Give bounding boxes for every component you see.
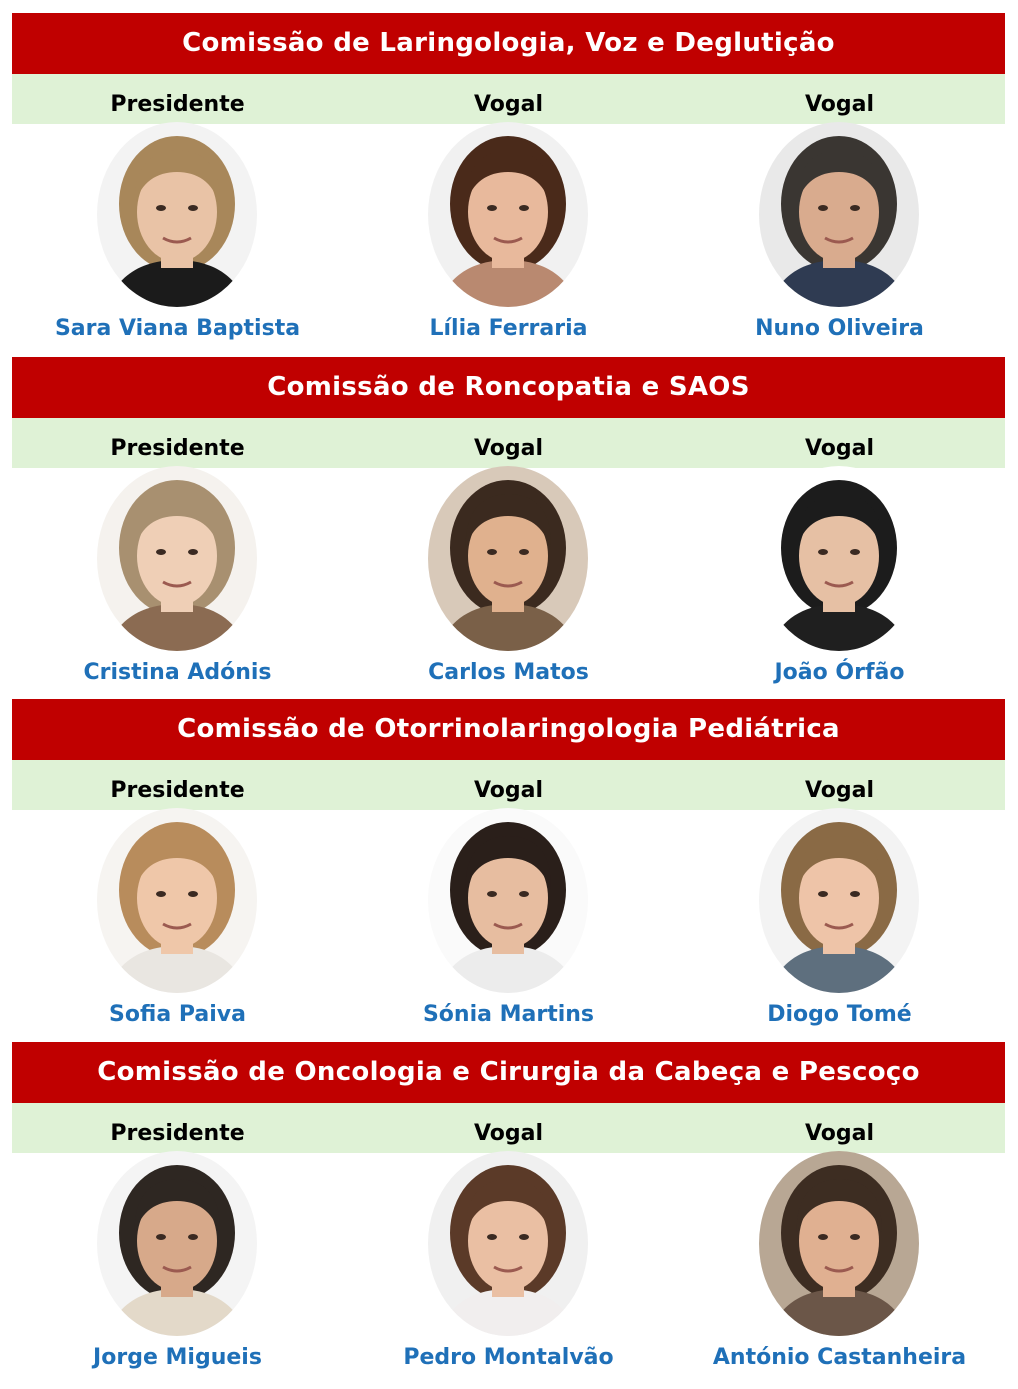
member-card xyxy=(343,778,674,1028)
member-name: António Castanheira xyxy=(712,1345,967,1370)
member-card xyxy=(343,1121,674,1371)
member-card xyxy=(674,778,1005,1028)
portrait-image xyxy=(759,466,919,651)
member-photo xyxy=(428,466,588,651)
member-photo xyxy=(97,466,257,651)
member-name: Pedro Montalvão xyxy=(403,1345,614,1370)
member-photo xyxy=(759,808,919,993)
portrait-image xyxy=(97,1151,257,1336)
member-card xyxy=(343,92,674,342)
commission-section xyxy=(12,1042,1005,1372)
member-name: Diogo Tomé xyxy=(767,1002,912,1027)
member-name: Carlos Matos xyxy=(428,660,589,685)
member-card xyxy=(674,436,1005,686)
member-role: Vogal xyxy=(804,92,875,117)
portrait-image xyxy=(759,122,919,307)
portrait-image xyxy=(428,122,588,307)
portrait-image xyxy=(97,466,257,651)
member-photo xyxy=(759,122,919,307)
member-role: Vogal xyxy=(804,778,875,803)
commission-title: Comissão de Roncopatia e SAOS xyxy=(12,357,1005,418)
member-role: Presidente xyxy=(110,92,245,117)
portrait-image xyxy=(759,1151,919,1336)
member-card xyxy=(12,436,343,686)
commission-section xyxy=(12,357,1005,687)
member-card xyxy=(343,436,674,686)
member-role: Presidente xyxy=(110,1121,245,1146)
commission-title: Comissão de Oncologia e Cirurgia da Cabeça e Pescoço xyxy=(12,1042,1005,1103)
portrait-image xyxy=(428,808,588,993)
portrait-image xyxy=(428,466,588,651)
member-role: Vogal xyxy=(804,436,875,461)
member-name: Sofia Paiva xyxy=(109,1002,246,1027)
member-name: Cristina Adónis xyxy=(83,660,272,685)
member-name: Lília Ferraria xyxy=(429,316,588,341)
member-photo xyxy=(759,466,919,651)
member-card xyxy=(674,92,1005,342)
member-photo xyxy=(97,122,257,307)
member-name: Sara Viana Baptista xyxy=(54,316,301,341)
commission-section xyxy=(12,699,1005,1029)
member-role: Presidente xyxy=(110,778,245,803)
portrait-image xyxy=(97,808,257,993)
portrait-image xyxy=(97,122,257,307)
member-photo xyxy=(428,808,588,993)
member-name: Sónia Martins xyxy=(422,1002,595,1027)
member-role: Vogal xyxy=(473,92,544,117)
member-role: Vogal xyxy=(473,1121,544,1146)
member-card xyxy=(674,1121,1005,1371)
member-card xyxy=(12,92,343,342)
member-role: Vogal xyxy=(473,436,544,461)
commission-section xyxy=(12,13,1005,343)
commission-title: Comissão de Laringologia, Voz e Deglutição xyxy=(12,13,1005,74)
member-photo xyxy=(428,122,588,307)
commission-title: Comissão de Otorrinolaringologia Pediátrica xyxy=(12,699,1005,760)
member-name: Nuno Oliveira xyxy=(755,316,924,341)
member-photo xyxy=(97,1151,257,1336)
member-photo xyxy=(97,808,257,993)
member-photo xyxy=(428,1151,588,1336)
member-role: Vogal xyxy=(473,778,544,803)
member-name: Jorge Migueis xyxy=(93,1345,262,1370)
member-role: Presidente xyxy=(110,436,245,461)
member-card xyxy=(12,778,343,1028)
member-card xyxy=(12,1121,343,1371)
member-role: Vogal xyxy=(804,1121,875,1146)
member-name: João Órfão xyxy=(774,660,905,685)
portrait-image xyxy=(428,1151,588,1336)
member-photo xyxy=(759,1151,919,1336)
portrait-image xyxy=(759,808,919,993)
